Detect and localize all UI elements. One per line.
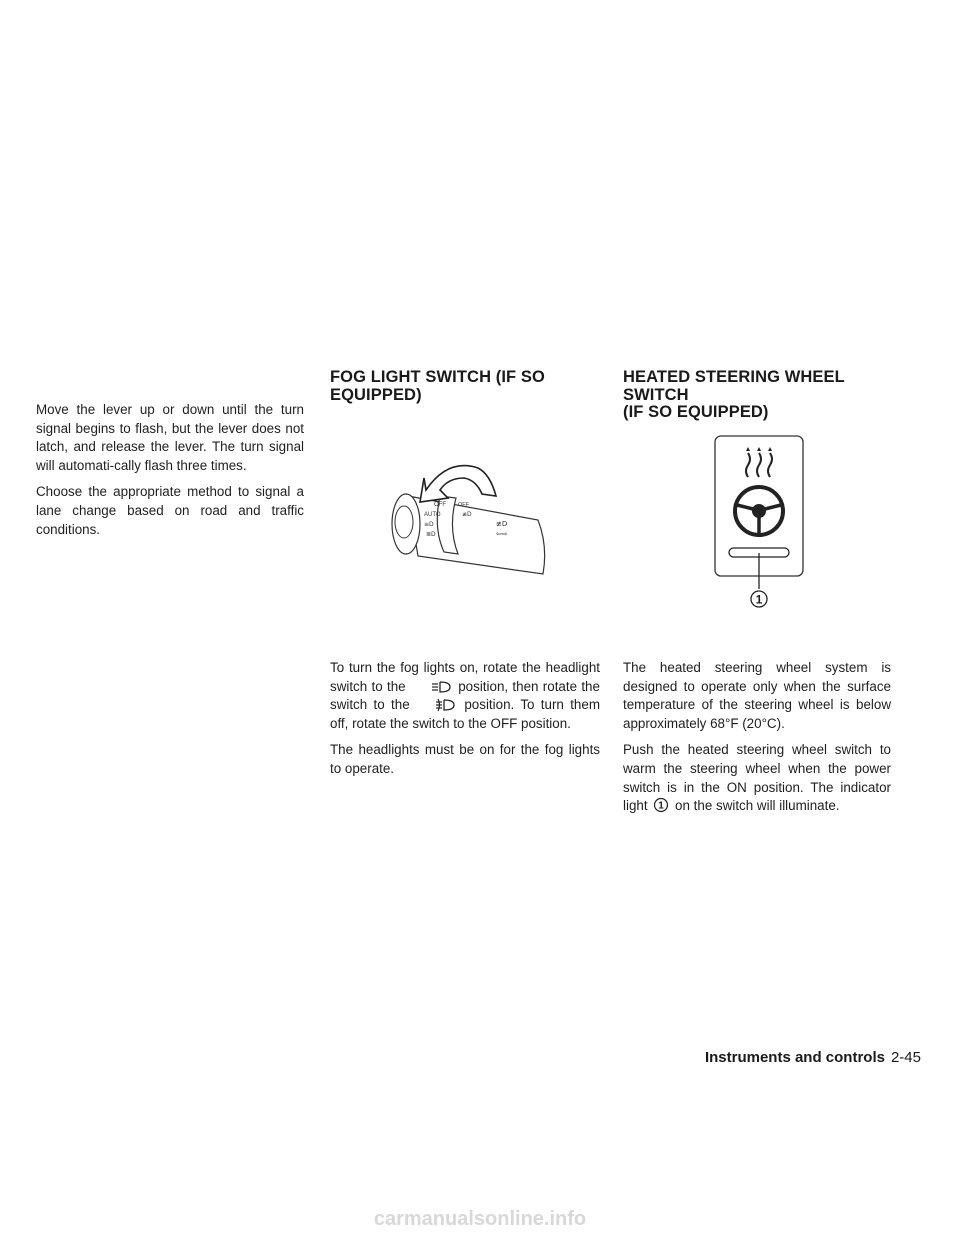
svg-text:⇦⇨: ⇦⇨ [496, 530, 508, 538]
rotation-arrow-icon [420, 466, 496, 502]
watermark: carmanualsonline.info [373, 1208, 587, 1230]
fog-light-instructions: To turn the fog lights on, rotate the headlight switch to the position, then rotate the switch to the position. To turn them off, rotate the switch to the OFF position. [330, 660, 600, 731]
page-footer [705, 1049, 921, 1066]
headlights-requirement-paragraph: The headlights must be on for the fog lights to operate. [330, 742, 600, 776]
heated-steering-switch-figure [713, 435, 808, 615]
fog-light-switch-figure [378, 456, 553, 586]
callout-1-icon [651, 797, 671, 813]
svg-text:≢D: ≢D [496, 520, 508, 528]
footer-section-name: Instruments and controls [704, 1049, 885, 1066]
svg-text:≡D: ≡D [424, 521, 434, 528]
fog-light-icon [416, 698, 458, 712]
headlight-icon [410, 680, 454, 694]
heated-steering-heading: HEATED STEERING WHEEL SWITCH (IF SO EQUIPPED) [623, 368, 845, 421]
label-off2: OFF [458, 502, 469, 508]
svg-text:≣D: ≣D [426, 531, 436, 538]
heated-switch-instructions: Push the heated steering wheel switch to warm the steering wheel when the power switch is in the ON position. The indicator light 1 on the switch will illuminate. [623, 742, 891, 814]
callout-number: 1 [755, 592, 763, 607]
svg-text:≢D: ≢D [462, 511, 472, 518]
lane-change-paragraph: Choose the appropriate method to signal a lane change based on road and traffic conditions. [36, 484, 304, 537]
label-off: OFF [434, 502, 446, 508]
turn-signal-paragraph: Move the lever up or down until the turn signal begins to flash, but the lever does not latch, and release the lever. The turn signal will automati-cally flash three times. [36, 402, 304, 473]
fog-light-heading: FOG LIGHT SWITCH (IF SO EQUIPPED) [330, 368, 545, 404]
label-auto: AUTO [424, 512, 441, 518]
svg-text:1: 1 [658, 800, 665, 812]
page-number: 2-45 [890, 1049, 921, 1066]
heated-system-paragraph: The heated steering wheel system is designed to operate only when the surface temperature of the steering wheel is below approximately 68°F (20°C). [623, 660, 891, 731]
